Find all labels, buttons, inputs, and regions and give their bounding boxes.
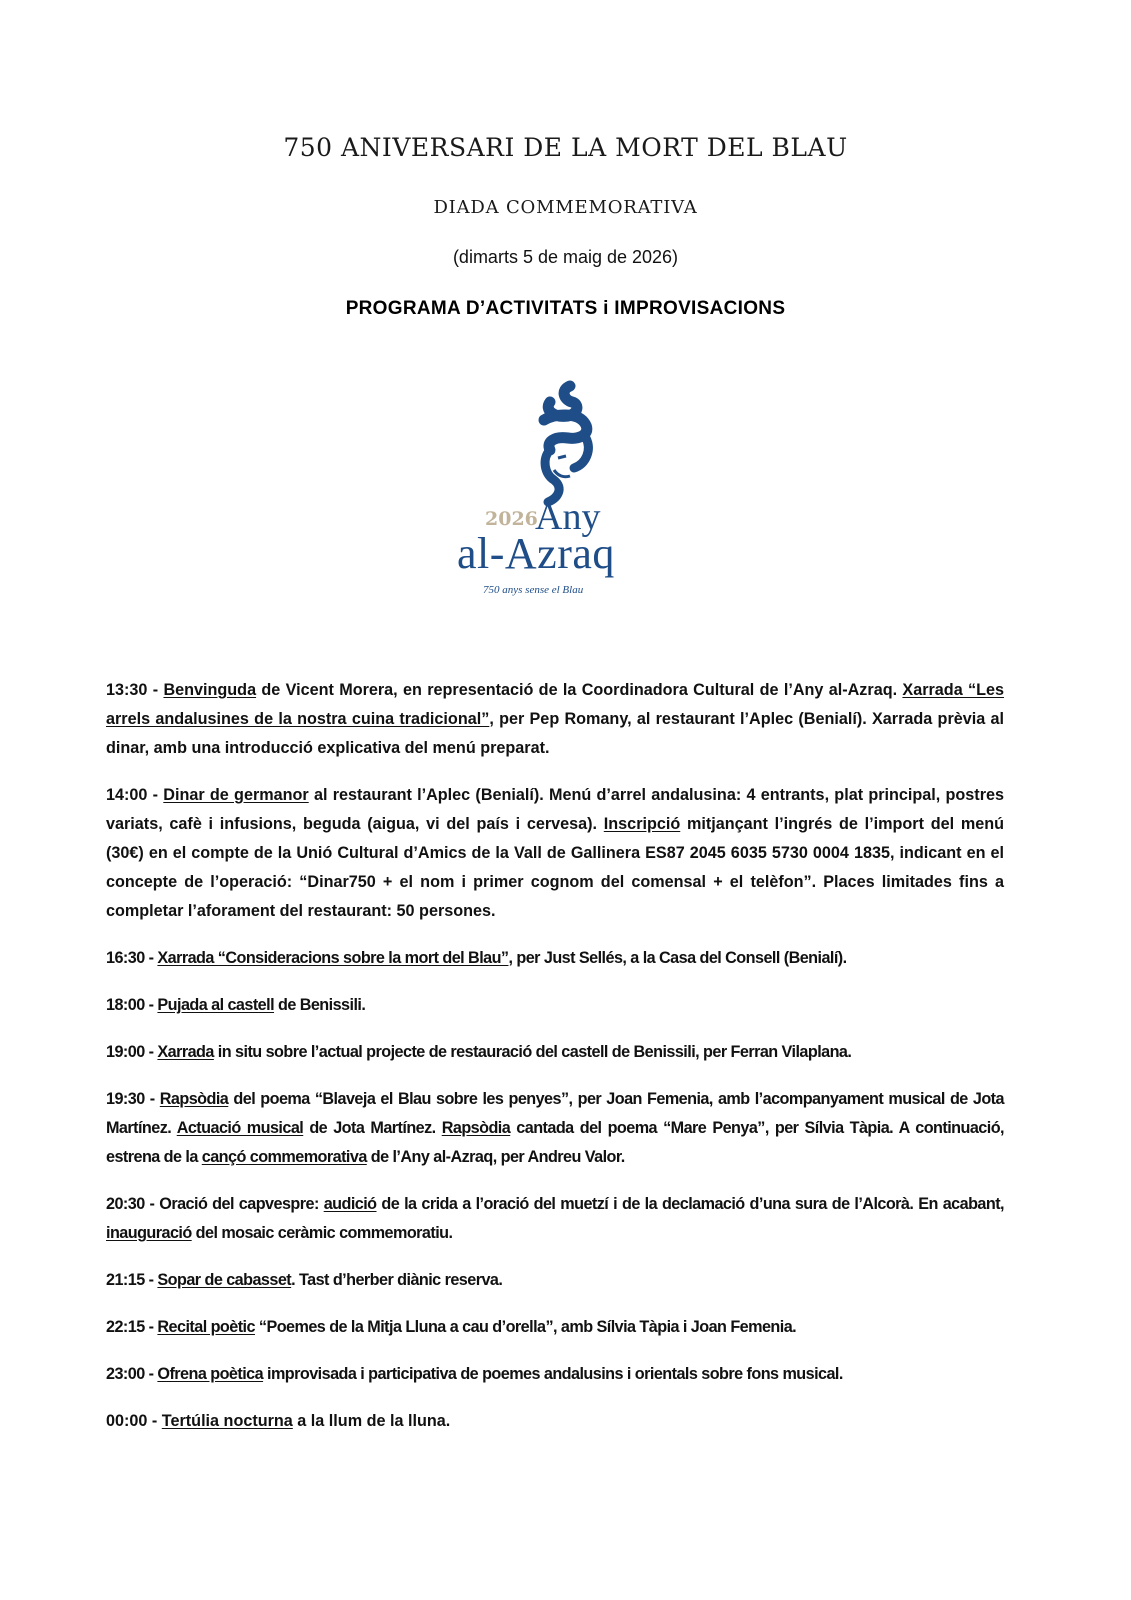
schedule-entry-1800: 18:00 - Pujada al castell de Benissili. <box>106 996 366 1014</box>
schedule-list <box>106 676 1004 1454</box>
any-al-azraq-logo <box>455 380 655 610</box>
entry-time: 22:15 <box>106 1318 145 1336</box>
logo-any: Any <box>535 496 601 538</box>
logo-name: al-Azraq <box>457 529 615 578</box>
entry-time: 20:30 <box>106 1195 145 1213</box>
schedule-entry-2115: 21:15 - Sopar de cabasset. Tast d’herber diànic reserva. <box>106 1271 503 1289</box>
entry-time: 00:00 <box>106 1412 148 1430</box>
entry-time: 16:30 <box>106 949 145 967</box>
entry-time: 19:30 <box>106 1090 145 1108</box>
page-subtitle: DIADA COMMEMORATIVA <box>433 197 698 218</box>
schedule-entry-1930: 19:30 - Rapsòdia del poema “Blaveja el Blau sobre les penyes”, per Joan Femenia, amb l’acompanyament musical de Jota Martínez. Actuació musical de Jota Martínez. Rapsòdia cantada del poema “Mare Penya”, per Sílvia Tàpia. A continuació, estrena de la cançó commemorativa de l’Any al-Azraq, per Andreu Valor. <box>106 1090 1004 1166</box>
entry-time: 18:00 <box>106 996 145 1014</box>
schedule-entry-1630: 16:30 - Xarrada “Consideracions sobre la mort del Blau”, per Just Sellés, a la Casa del Consell (Benialí). <box>106 949 847 967</box>
entry-time: 13:30 <box>106 681 148 699</box>
schedule-entry-1900: 19:00 - Xarrada in situ sobre l’actual projecte de restauració del castell de Benissili, per Ferran Vilaplana. <box>106 1043 852 1061</box>
entry-time: 14:00 <box>106 786 148 804</box>
entry-time: 23:00 <box>106 1365 145 1383</box>
schedule-entry-2300: 23:00 - Ofrena poètica improvisada i participativa de poemes andalusins i orientals sobre fons musical. <box>106 1365 843 1383</box>
schedule-entry-2215: 22:15 - Recital poètic “Poemes de la Mitja Lluna a cau d’orella”, amb Sílvia Tàpia i Joan Femenia. <box>106 1318 797 1336</box>
entry-time: 19:00 <box>106 1043 145 1061</box>
logo-year: 2026 <box>485 508 538 530</box>
schedule-entry-2030: 20:30 - Oració del capvespre: audició de la crida a l’oració del muetzí i de la declamació d’una sura de l’Alcorà. En acabant, inauguració del mosaic ceràmic commemoratiu. <box>106 1195 1004 1242</box>
logo-tagline: 750 anys sense el Blau <box>483 584 584 596</box>
turbaned-head-emblem-icon <box>520 380 610 510</box>
schedule-entry-1400: 14:00 - Dinar de germanor al restaurant l’Aplec (Benialí). Menú d’arrel andalusina: 4 entrants, plat principal, postres variats, cafè i infusions, beguda (aigua, vi del país i cervesa). Inscripció mitjançant l’ingrés de l’import del menú (30€) en el compte de la Unió Cultural d’Amics de la Vall de Gallinera ES87 2045 6035 5730 0004 1835, indicant en el concepte de l’operació: “Dinar750 + el nom i primer cognom del comensal + el telèfon”. Places limitades fins a completar l’aforament del restaurant: 50 persones. <box>106 786 1005 920</box>
entry-time: 21:15 <box>106 1271 145 1289</box>
event-date: (dimarts 5 de maig de 2026) <box>452 247 679 267</box>
program-heading: PROGRAMA D’ACTIVITATS i IMPROVISACIONS <box>345 298 786 319</box>
schedule-entry-0000: 00:00 - Tertúlia nocturna a la llum de la lluna. <box>106 1412 451 1430</box>
schedule-entry-1330: 13:30 - Benvinguda de Vicent Morera, en representació de la Coordinadora Cultural de l’Any al-Azraq. Xarrada “Les arrels andalusines de la nostra cuina tradicional”, per Pep Romany, al restaurant l’Aplec (Benialí). Xarrada prèvia al dinar, amb una introducció explicativa del menú preparat. <box>106 681 1005 757</box>
page-title: 750 ANIVERSARI DE LA MORT DEL BLAU <box>283 133 848 162</box>
